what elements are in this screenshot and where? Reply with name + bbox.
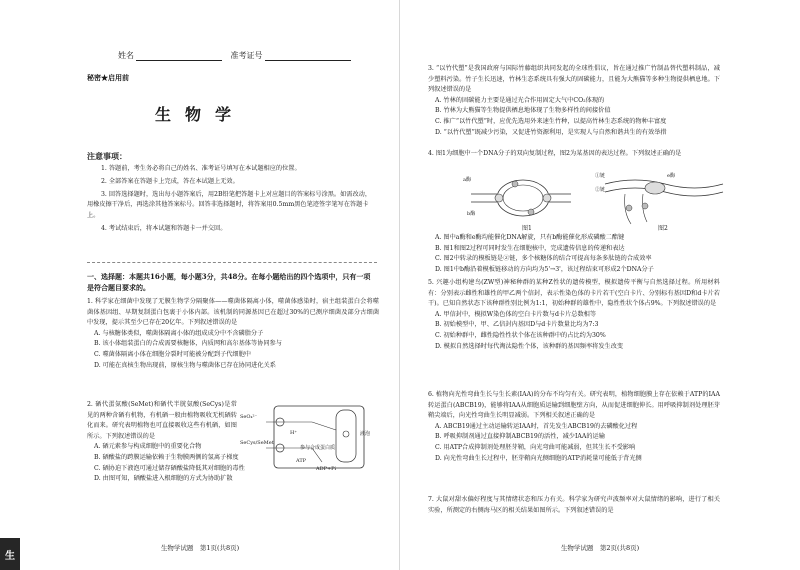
dna-replication-figure bbox=[465, 172, 575, 230]
option-c: C. 图2中转录的模板链是②链，多个核糖体的结合可提高每条多肽链的合成效率 bbox=[435, 255, 652, 263]
notice-title: 注意事项： bbox=[87, 151, 127, 161]
question-stem: 3. “以竹代塑”是我国政府与国际竹藤组织共同发起的全球性倡议，旨在通过推广竹制品替代塑料制品，减少塑料污染。竹子生长迅速，竹林生态系统具有强大的固碳能力，且能为大熊猫等多种生物提供栖息地。下列叙述错误的是 bbox=[428, 65, 720, 94]
strand-1-label: ①链 bbox=[595, 173, 606, 179]
enzyme-a-label: a酶 bbox=[463, 177, 471, 183]
secret-mark: 秘密★启用前 bbox=[87, 73, 129, 82]
gene-expression-figure bbox=[595, 172, 725, 228]
option-c: C. 初始种群中，雌性隐性性状个体在该种群中的占比约为30% bbox=[435, 331, 606, 339]
option-a: A. 图中a酶和e酶均能催化DNA解旋，只有b酶能催化形成磷酸二酯键 bbox=[435, 234, 625, 241]
option-a: A. ABCB19通过主动运输转运IAA时，首先发生ABCB19的去磷酸化过程 bbox=[435, 422, 638, 430]
notice-item: 4. 考试结束后，将本试题和答题卡一并交回。 bbox=[101, 224, 227, 232]
option-c: C. 硒协迫下液泡可通过储存硒酸盐降低其对细胞的毒性 bbox=[94, 464, 245, 472]
question-4-options bbox=[428, 233, 720, 275]
option-b: B. 呼吸抑制剂通过直接抑制ABCB19的活性，减少IAA的运输 bbox=[435, 433, 605, 441]
option-b: B. 该小体组装蛋白的合成需要核糖体，内质网和高尔基体等协同参与 bbox=[94, 340, 282, 348]
section-divider bbox=[87, 262, 377, 263]
option-a: A. 硒元素参与构成细胞中的重要化合物 bbox=[94, 443, 202, 451]
sulfate-label: SeO₄²⁻ bbox=[240, 414, 258, 420]
ticket-label: 准考证号 bbox=[230, 51, 263, 60]
vacuole-label: 液泡 bbox=[360, 431, 371, 437]
figure-2-caption: 图2 bbox=[658, 225, 668, 232]
page-right bbox=[400, 0, 800, 570]
option-b: B. 硒酸盐的跨膜运输依赖于生物膜两侧的氢离子梯度 bbox=[94, 453, 239, 461]
option-c: C. 用ATP合成抑制剂处理胚芽鞘，向光弯曲可能减弱，但其生长不受影响 bbox=[435, 443, 636, 451]
ticket-field-line bbox=[265, 53, 351, 61]
option-d: D. 由图可知，硒酸盐进入根细胞的方式为协助扩散 bbox=[94, 475, 233, 483]
candidate-info-bar bbox=[118, 50, 357, 61]
page-footer: 生物学试题 第1页(共8页) bbox=[160, 544, 240, 552]
subject-title: 生物学 bbox=[154, 105, 245, 124]
question-6 bbox=[428, 390, 720, 464]
option-a: A. 甲信封中，模拟W染色体的空白卡片数与d卡片总数相等 bbox=[435, 310, 597, 318]
selenium-uptake-figure bbox=[240, 400, 380, 475]
question-stem: 2. 硒代蛋氨酸(SeMet)和硒代半胱氨酸(SeCys)是常见的两种含硒有机物，有机硒一般由植物吸收无机硒转化而来。研究表明植物也可直接吸收这些有机硒，如图所示。下列叙述错误的是 bbox=[87, 401, 237, 440]
secys-label: SeCys/SeMet bbox=[240, 440, 274, 446]
enzyme-b-label: b酶 bbox=[467, 211, 476, 217]
option-d: D. 向光性弯曲生长过程中，胚芽鞘向光侧细胞的ATP消耗量可能低于背光侧 bbox=[435, 454, 642, 462]
notice-item: 2. 全部答案在答题卡上完成，答在本试题上无效。 bbox=[101, 177, 239, 185]
section-heading: 一、选择题：本题共16小题，每小题3分，共48分。在每小题给出的四个选项中，只有一项是符合题目要求的。 bbox=[87, 272, 371, 292]
subject-side-tab: 生 bbox=[0, 538, 20, 570]
question-stem: 6. 植物向光性弯曲生长与生长素(IAA)的分布不均匀有关。研究表明，植物细胞膜上存在依赖于ATP的IAA转运蛋白(ABCB19)，能够将IAA从细胞质运输到细胞壁方向，从而促进细胞伸长。用呼吸抑制剂处理胚芽鞘尖端后，向光性弯曲生长明显减弱。下列相关叙述正确的是 bbox=[428, 391, 720, 420]
option-d: D. 可能在真核生物出现前，原核生物与噬菌体已存在协同进化关系 bbox=[94, 361, 276, 369]
strand-2-label: ②链 bbox=[595, 187, 606, 193]
enzyme-e-label: e酶 bbox=[667, 173, 675, 179]
notice-list bbox=[87, 164, 377, 237]
option-a: A. 竹林的固碳能力主要是通过光合作用固定大气中CO₂体现的 bbox=[435, 96, 605, 104]
name-field-line bbox=[136, 53, 222, 61]
h-ion-label: H⁺ bbox=[290, 430, 297, 436]
question-5 bbox=[428, 278, 720, 352]
notice-item: 3. 回答选择题时，选出每小题答案后，用2B铅笔把答题卡上对应题目的答案标号涂黑。如需改动，用橡皮擦干净后，再选涂其他答案标号。回答非选择题时，将答案用0.5mm黑色笔迹签字笔写在答题卡上。 bbox=[87, 190, 372, 220]
question-1 bbox=[87, 297, 379, 371]
question-stem: 7. 大鼠对甜水偏好程度与其情绪状态和压力有关。科学家为研究声波频率对大鼠情绪的影响，进行了相关实验，所测定的右侧海马区的相关结果如图所示。下列叙述错误的是 bbox=[428, 496, 720, 514]
name-label: 姓名 bbox=[118, 51, 134, 60]
option-b: B. 竹林为大熊猫等生物提供栖息地体现了生物多样性的间接价值 bbox=[435, 107, 611, 115]
page-footer: 生物学试题 第2页(共8页) bbox=[560, 544, 640, 552]
question-stem: 1. 科学家在细菌中发现了无膜生物学分隔聚体——噬菌体隔离小体，噬菌体感染时，宿主组装蛋白会将噬菌体基因组、早期复制蛋白包裹于小体内部。该机制的同源基因已在超过30%的已测序细菌及部分古细菌中发现，提示其至少已存在20亿年。下列叙述错误的是 bbox=[87, 298, 379, 327]
question-7 bbox=[428, 495, 720, 516]
question-stem: 5. 兴趣小组构建鸟(ZW型)神秘种群的某种Z性状的遗传模型，模拟遗传平衡与自然选择过程。所用材料有：分别表示雌性和雄性的甲乙两个信封，表示性染色体的卡片若干(空白卡片、分别标有基因D和d卡片若干)。已知自然状态下该种群性别比例为1:1，初始种群的雄性中，隐性性状个体占9%。下列叙述错误的是 bbox=[428, 279, 720, 308]
option-b: B. 初始模型中，甲、乙信封内基因D与d卡片数量比均为7:3 bbox=[435, 321, 599, 329]
option-a: A. 与核糖体类似，噬菌体隔离小体的组成成分中不含磷脂分子 bbox=[94, 329, 264, 337]
option-b: B. 图1和图2过程可同时发生在细胞核中，完成遗传信息的传递和表达 bbox=[435, 244, 625, 252]
option-d: D. “以竹代塑”既减少污染，又促进竹资源利用，是实现人与自然和谐共生的有效举措 bbox=[435, 128, 667, 136]
question-3 bbox=[428, 64, 720, 138]
question-stem: 4. 图1为细胞中一个DNA分子的双向复制过程，图2为某基因的表达过程。下列叙述正确的是 bbox=[428, 150, 682, 157]
option-c: C. 推广“以竹代塑”时，应优先选用外来速生竹种，以提高竹林生态系统的物种丰富度 bbox=[435, 117, 667, 125]
option-d: D. 图1中b酶沿着模板链移动的方向均为5'→3'，该过程结束可形成2个DNA分子 bbox=[435, 265, 654, 273]
option-d: D. 模拟自然选择时每代淘汰隐性个体，该种群的基因频率将发生改变 bbox=[435, 342, 624, 350]
figure-1-caption: 图1 bbox=[522, 225, 532, 232]
atp-label: ATP bbox=[296, 458, 307, 464]
notice-item: 1. 答题前，考生务必将自己的姓名、准考证号填写在本试题相应的位置。 bbox=[101, 165, 301, 172]
protein-synthesis-label: 参与合成蛋白质 bbox=[300, 445, 336, 451]
adp-label: ADP+Pi bbox=[316, 466, 337, 472]
option-c: C. 噬菌体隔离小体在细胞分裂时可能被分配到子代细胞中 bbox=[94, 350, 251, 358]
question-4 bbox=[428, 149, 720, 160]
